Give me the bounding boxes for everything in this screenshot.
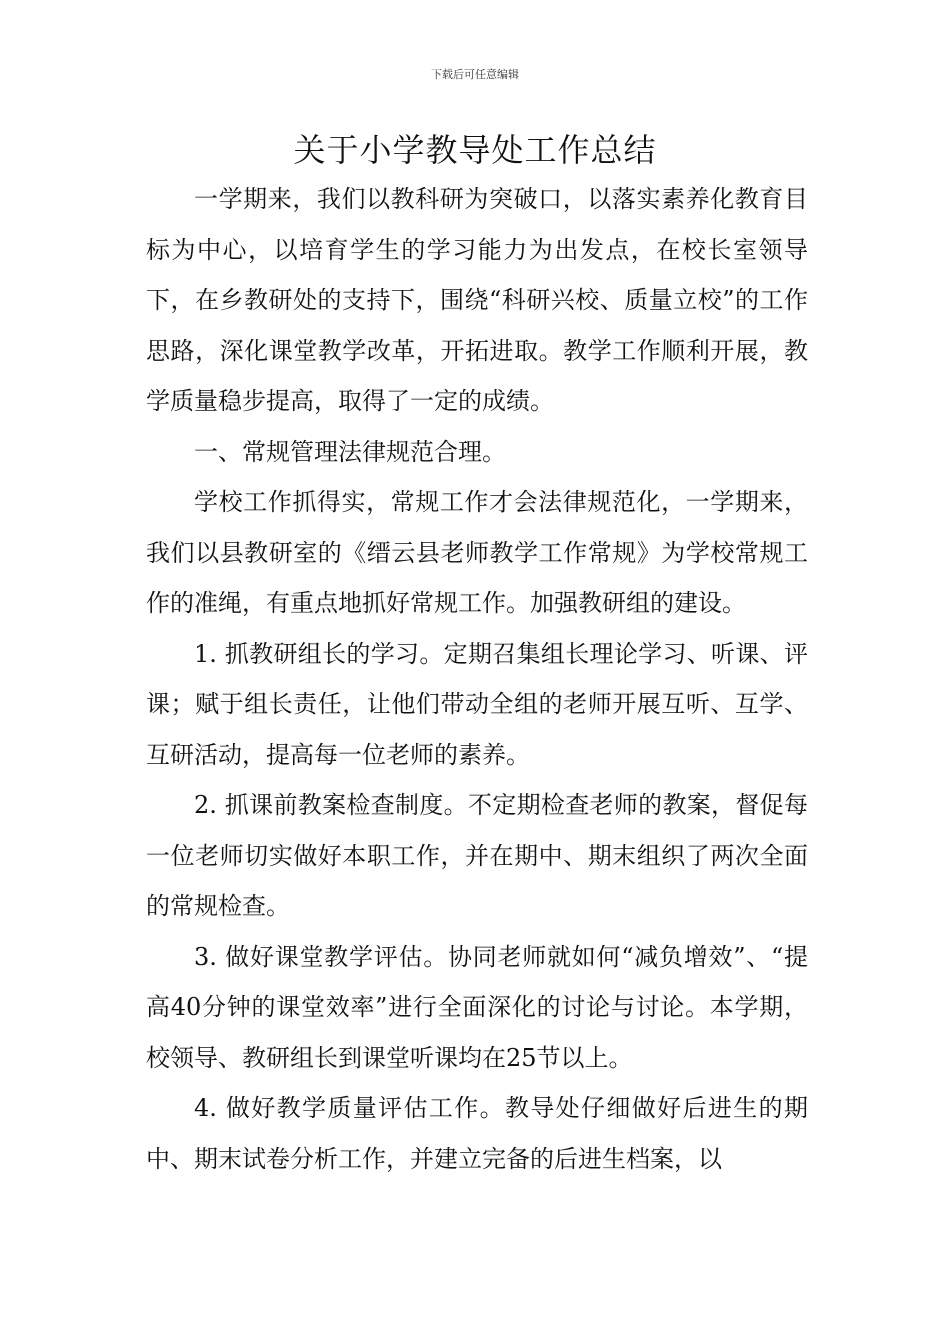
document-body	[146, 174, 808, 1184]
header-note: 下载后可任意编辑	[431, 68, 519, 81]
list-item-3: 3. 做好课堂教学评估。协同老师就如何“减负增效”、“提高40分钟的课堂效率”进行全面深化的讨论与讨论。本学期，校领导、教研组长到课堂听课均在25节以上。	[146, 942, 808, 1072]
list-item-4: 4. 做好教学质量评估工作。教导处仔细做好后进生的期中、期末试卷分析工作，并建立完备的后进生档案，以	[146, 1094, 808, 1173]
paragraph-routine: 学校工作抓得实，常规工作才会法律规范化，一学期来，我们以县教研室的《缙云县老师教学工作常规》为学校常规工作的准绳，有重点地抓好常规工作。加强教研组的建设。	[146, 488, 808, 617]
section-heading-1: 一、常规管理法律规范合理。	[194, 437, 506, 466]
list-item-2: 2. 抓课前教案检查制度。不定期检查老师的教案，督促每一位老师切实做好本职工作，并在期中、期末组织了两次全面的常规检查。	[146, 791, 808, 920]
paragraph-intro: 一学期来，我们以教科研为突破口，以落实素养化教育目标为中心，以培育学生的学习能力为出发点，在校长室领导下，在乡教研处的支持下，围绕“科研兴校、质量立校”的工作思路，深化课堂教学改革，开拓进取。教学工作顺利开展，教学质量稳步提高，取得了一定的成绩。	[146, 185, 808, 415]
document-title: 关于小学教导处工作总结	[293, 131, 657, 169]
list-item-1: 1. 抓教研组长的学习。定期召集组长理论学习、听课、评课；赋于组长责任，让他们带动全组的老师开展互听、互学、互研活动，提高每一位老师的素养。	[146, 639, 808, 769]
